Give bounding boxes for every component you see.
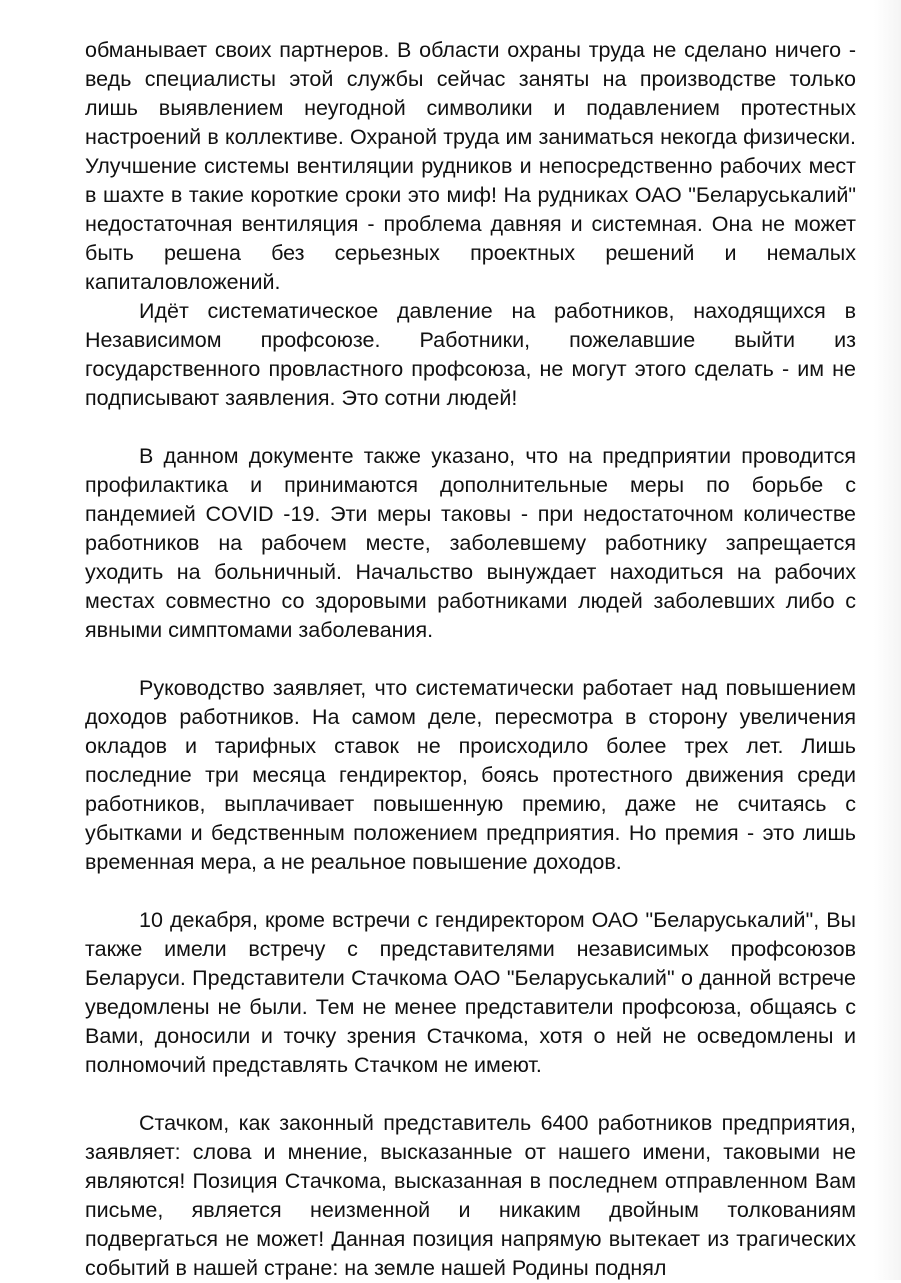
paragraph-union-pressure: Идёт систематическое давление на работников, находящихся в Независимом профсоюзе. Работники, пожелавшие выйти из государственного провластного профсоюза, не могут этого сделать - им не подписывают заявления. Это сотни людей! — [85, 299, 856, 410]
paragraph-covid-measures: В данном документе также указано, что на предприятии проводится профилактика и принимаются дополнительные меры по борьбе с пандемией COVID -19. Эти меры таковы - при недостаточном количестве работников на рабочем месте, заболевшему работнику запрещается уходить на больничный. Начальство вынуждает находиться на рабочих местах совместно со здоровыми работниками людей заболевших либо с явными симптомами заболевания. — [85, 444, 856, 642]
paragraph-labor-safety: обманывает своих партнеров. В области охраны труда не сделано ничего - ведь специалисты этой службы сейчас заняты на производстве только лишь выявлением неугодной символики и подавлением протестных настроений в коллективе. Охраной труда им заниматься некогда физически. Улучшение системы вентиляции рудников и непосредственно рабочих мест в шахте в такие короткие сроки это миф! На рудниках ОАО "Беларуськалий" недостаточная вентиляция - проблема давняя и системная. Она не может быть решена без серьезных проектных решений и немалых капиталовложений. — [85, 38, 856, 294]
paragraph-income: Руководство заявляет, что систематически работает над повышением доходов работников. На самом деле, пересмотра в сторону увеличения окладов и тарифных ставок не происходило более трех лет. Лишь последние три месяца гендиректор, боясь протестного движения среди работников, выплачивает повышенную премию, даже не считаясь с убытками и бедственным положением предприятия. Но премия - это лишь временная мера, а не реальное повышение доходов. — [85, 676, 856, 874]
paragraph-december-meeting: 10 декабря, кроме встречи с гендиректором ОАО "Беларуськалий", Вы также имели встречу с представителями независимых профсоюзов Беларуси. Представители Стачкома ОАО "Беларуськалий" о данной встрече уведомлены не были. Тем не менее представители профсоюза, общаясь с Вами, доносили и точку зрения Стачкома, хотя о ней не осведомлены и полномочий представлять Стачком не имеют. — [85, 908, 856, 1077]
paragraph-strike-committee-position: Стачком, как законный представитель 6400 работников предприятия, заявляет: слова и мнение, высказанные от нашего имени, таковыми не являются! Позиция Стачкома, высказанная в последнем отправленном Вам письме, является неизменной и никаким двойным толкованиям подвергаться не может! Данная позиция напрямую вытекает из трагических событий в нашей стране: на земле нашей Родины поднял — [85, 1111, 856, 1280]
